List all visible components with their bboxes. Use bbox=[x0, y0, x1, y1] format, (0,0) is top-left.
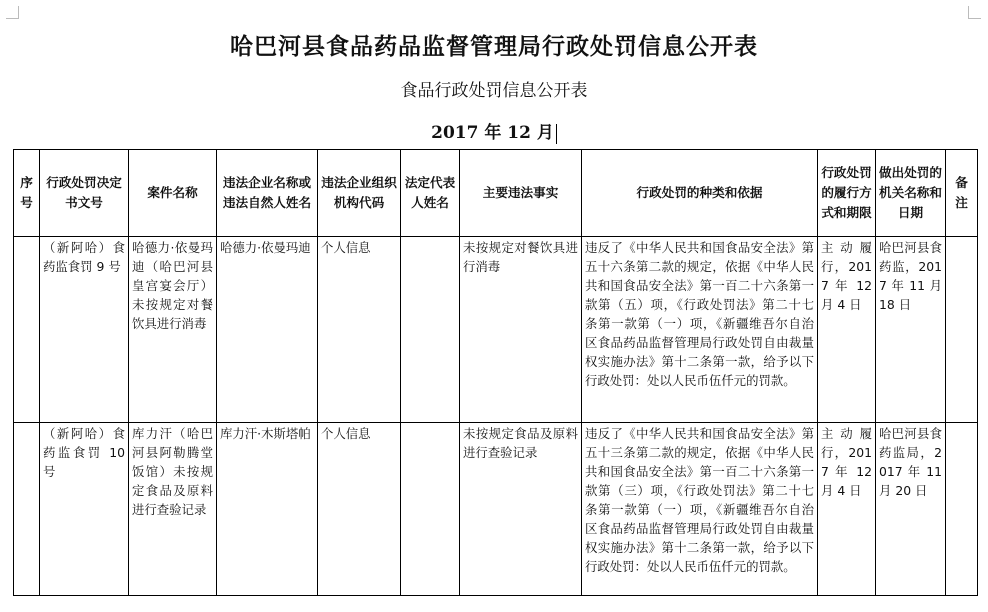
cell-seq bbox=[14, 237, 40, 423]
table-row bbox=[14, 423, 978, 596]
header-org-code: 违法企业组织机构代码 bbox=[318, 150, 401, 237]
cell-penalty: 违反了《中华人民共和国食品安全法》第五十六条第二款的规定，依据《中华人民共和国食品安全法》第一百二十六条第一款第（五）项，《行政处罚法》第二十七条第一款第（一）项，《新疆维吾尔自治区食品药品监督管理局行政处罚自由裁量权实施办法》第十二条第一款，给予以下行政处罚：处以人民币伍仟元的罚款。 bbox=[582, 237, 818, 423]
penalty-table bbox=[13, 149, 978, 596]
cell-legal-rep bbox=[401, 237, 460, 423]
cell-violator: 哈德力·依曼玛迪 bbox=[217, 237, 318, 423]
header-seq: 序号 bbox=[14, 150, 40, 237]
header-authority: 做出处罚的机关名称和日期 bbox=[876, 150, 946, 237]
cell-execution: 主动履行，2017 年 12 月 4 日 bbox=[818, 423, 876, 596]
cell-facts: 未按规定食品及原料进行查验记录 bbox=[460, 423, 582, 596]
period-text: 2017 年 12 月 bbox=[431, 123, 554, 143]
header-legal-rep: 法定代表人姓名 bbox=[401, 150, 460, 237]
header-facts: 主要违法事实 bbox=[460, 150, 582, 237]
cell-doc-no: （新阿哈）食药监食罚 9 号 bbox=[40, 237, 129, 423]
cell-authority: 哈巴河县食药监局，2017 年 11 月 20 日 bbox=[876, 423, 946, 596]
header-penalty: 行政处罚的种类和依据 bbox=[582, 150, 818, 237]
page-corner-mark-left bbox=[6, 6, 19, 19]
cell-org-code: 个人信息 bbox=[318, 423, 401, 596]
cell-seq bbox=[14, 423, 40, 596]
cell-execution: 主动履行，2017 年 12 月 4 日 bbox=[818, 237, 876, 423]
document-title: 哈巴河县食品药品监督管理局行政处罚信息公开表 bbox=[230, 33, 758, 60]
header-remark: 备注 bbox=[946, 150, 978, 237]
cell-legal-rep bbox=[401, 423, 460, 596]
header-case-name: 案件名称 bbox=[129, 150, 217, 237]
cell-violator: 库力汗·木斯塔帕 bbox=[217, 423, 318, 596]
header-doc-no: 行政处罚决定书文号 bbox=[40, 150, 129, 237]
header-execution: 行政处罚的履行方式和期限 bbox=[818, 150, 876, 237]
page-corner-mark-right bbox=[968, 6, 981, 19]
cell-remark bbox=[946, 237, 978, 423]
table-header-row bbox=[14, 150, 978, 237]
document-subtitle: 食品行政处罚信息公开表 bbox=[400, 81, 588, 101]
cell-penalty: 违反了《中华人民共和国食品安全法》第五十三条第二款的规定，依据《中华人民共和国食品安全法》第一百二十六条第一款第（三）项，《行政处罚法》第二十七条第一款第（一）项，《新疆维吾尔自治区食品药品监督管理局行政处罚自由裁量权实施办法》第十二条第一款，给予以下行政处罚：处以人民币伍仟元的罚款。 bbox=[582, 423, 818, 596]
cell-org-code: 个人信息 bbox=[318, 237, 401, 423]
header-violator: 违法企业名称或违法自然人姓名 bbox=[217, 150, 318, 237]
cell-remark bbox=[946, 423, 978, 596]
cell-facts: 未按规定对餐饮具进行消毒 bbox=[460, 237, 582, 423]
cell-doc-no: （新阿哈）食药监食罚 10 号 bbox=[40, 423, 129, 596]
document-period bbox=[0, 118, 988, 144]
cell-case-name: 哈德力·依曼玛迪（哈巴河县皇宫宴会厅）未按规定对餐饮具进行消毒 bbox=[129, 237, 217, 423]
cell-case-name: 库力汗（哈巴河县阿勒腾堂饭馆）未按规定食品及原料进行查验记录 bbox=[129, 423, 217, 596]
table-row bbox=[14, 237, 978, 423]
text-cursor bbox=[556, 124, 557, 144]
cell-authority: 哈巴河县食药监，2017 年 11 月 18 日 bbox=[876, 237, 946, 423]
